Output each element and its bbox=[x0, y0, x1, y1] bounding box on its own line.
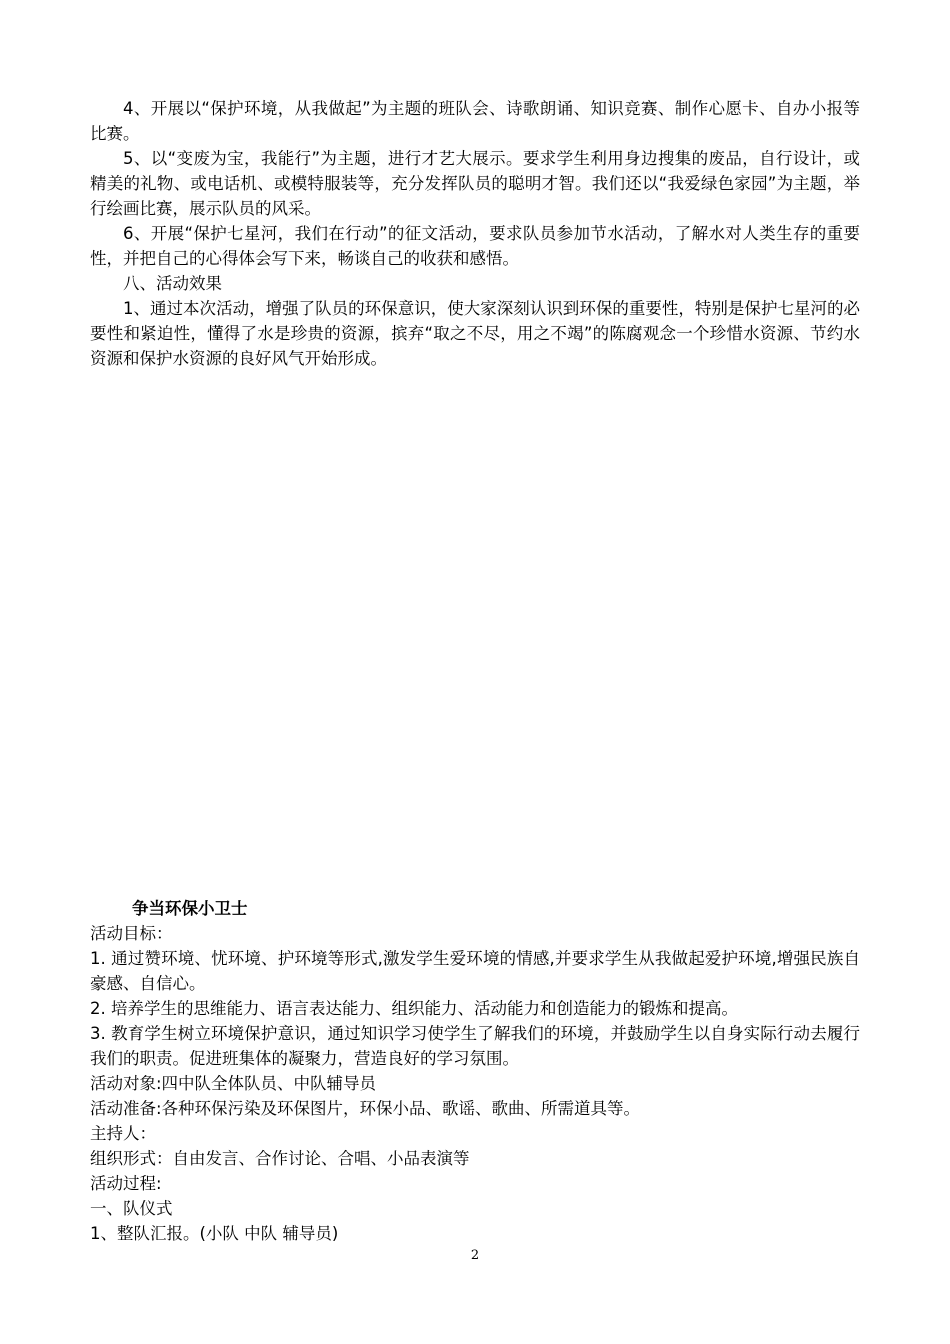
eco-guardian-plan-section bbox=[90, 896, 860, 1246]
plan-title: 争当环保小卫士 bbox=[132, 899, 248, 918]
goal-3: 3. 教育学生树立环境保护意识，通过知识学习使学生了解我们的环境，并鼓励学生以自身实际行动去履行我们的职责。促进班集体的凝聚力，营造良好的学习氛围。 bbox=[90, 1024, 860, 1068]
page-number: 2 bbox=[470, 1248, 480, 1263]
item-4-paragraph: 4、开展以“保护环境，从我做起”为主题的班队会、诗歌朗诵、知识竞赛、制作心愿卡、自办小报等比赛。 bbox=[90, 99, 860, 143]
goals-label: 活动目标： bbox=[90, 924, 173, 943]
organization-form: 组织形式：自由发言、合作讨论、合唱、小品表演等 bbox=[90, 1149, 470, 1168]
activity-content-section bbox=[90, 96, 860, 371]
goal-1: 1. 通过赞环境、忧环境、护环境等形式,激发学生爱环境的情感,并要求学生从我做起爱护环境,增强民族自豪感、自信心。 bbox=[90, 949, 860, 993]
host-label: 主持人： bbox=[90, 1124, 156, 1143]
process-label: 活动过程: bbox=[90, 1174, 162, 1193]
step-1-heading: 一、队仪式 bbox=[90, 1199, 173, 1218]
item-6-paragraph: 6、开展“保护七星河，我们在行动”的征文活动，要求队员参加节水活动，了解水对人类生存的重要性，并把自己的心得体会写下来，畅谈自己的收获和感悟。 bbox=[90, 224, 860, 268]
effect-1-paragraph: 1、通过本次活动，增强了队员的环保意识，使大家深刻认识到环保的重要性，特别是保护七星河的必要性和紧迫性，懂得了水是珍贵的资源，摈弃“取之不尽，用之不竭”的陈腐观念一个珍惜水资源、节约水资源和保护水资源的良好风气开始形成。 bbox=[90, 299, 860, 368]
goal-2: 2. 培养学生的思维能力、语言表达能力、组织能力、活动能力和创造能力的锻炼和提高。 bbox=[90, 999, 738, 1018]
item-5-paragraph: 5、以“变废为宝，我能行”为主题，进行才艺大展示。要求学生利用身边搜集的废品，自行设计，或精美的礼物、或电话机、或模特服装等，充分发挥队员的聪明才智。我们还以“我爱绿色家园”为主题，举行绘画比赛，展示队员的风采。 bbox=[90, 149, 860, 218]
step-1-item-1: 1、整队汇报。(小队 中队 辅导员) bbox=[90, 1224, 339, 1243]
activity-target: 活动对象:四中队全体队员、中队辅导员 bbox=[90, 1074, 377, 1093]
section-8-heading: 八、活动效果 bbox=[123, 274, 222, 293]
activity-preparation: 活动准备:各种环保污染及环保图片，环保小品、歌谣、歌曲、所需道具等。 bbox=[90, 1099, 641, 1118]
